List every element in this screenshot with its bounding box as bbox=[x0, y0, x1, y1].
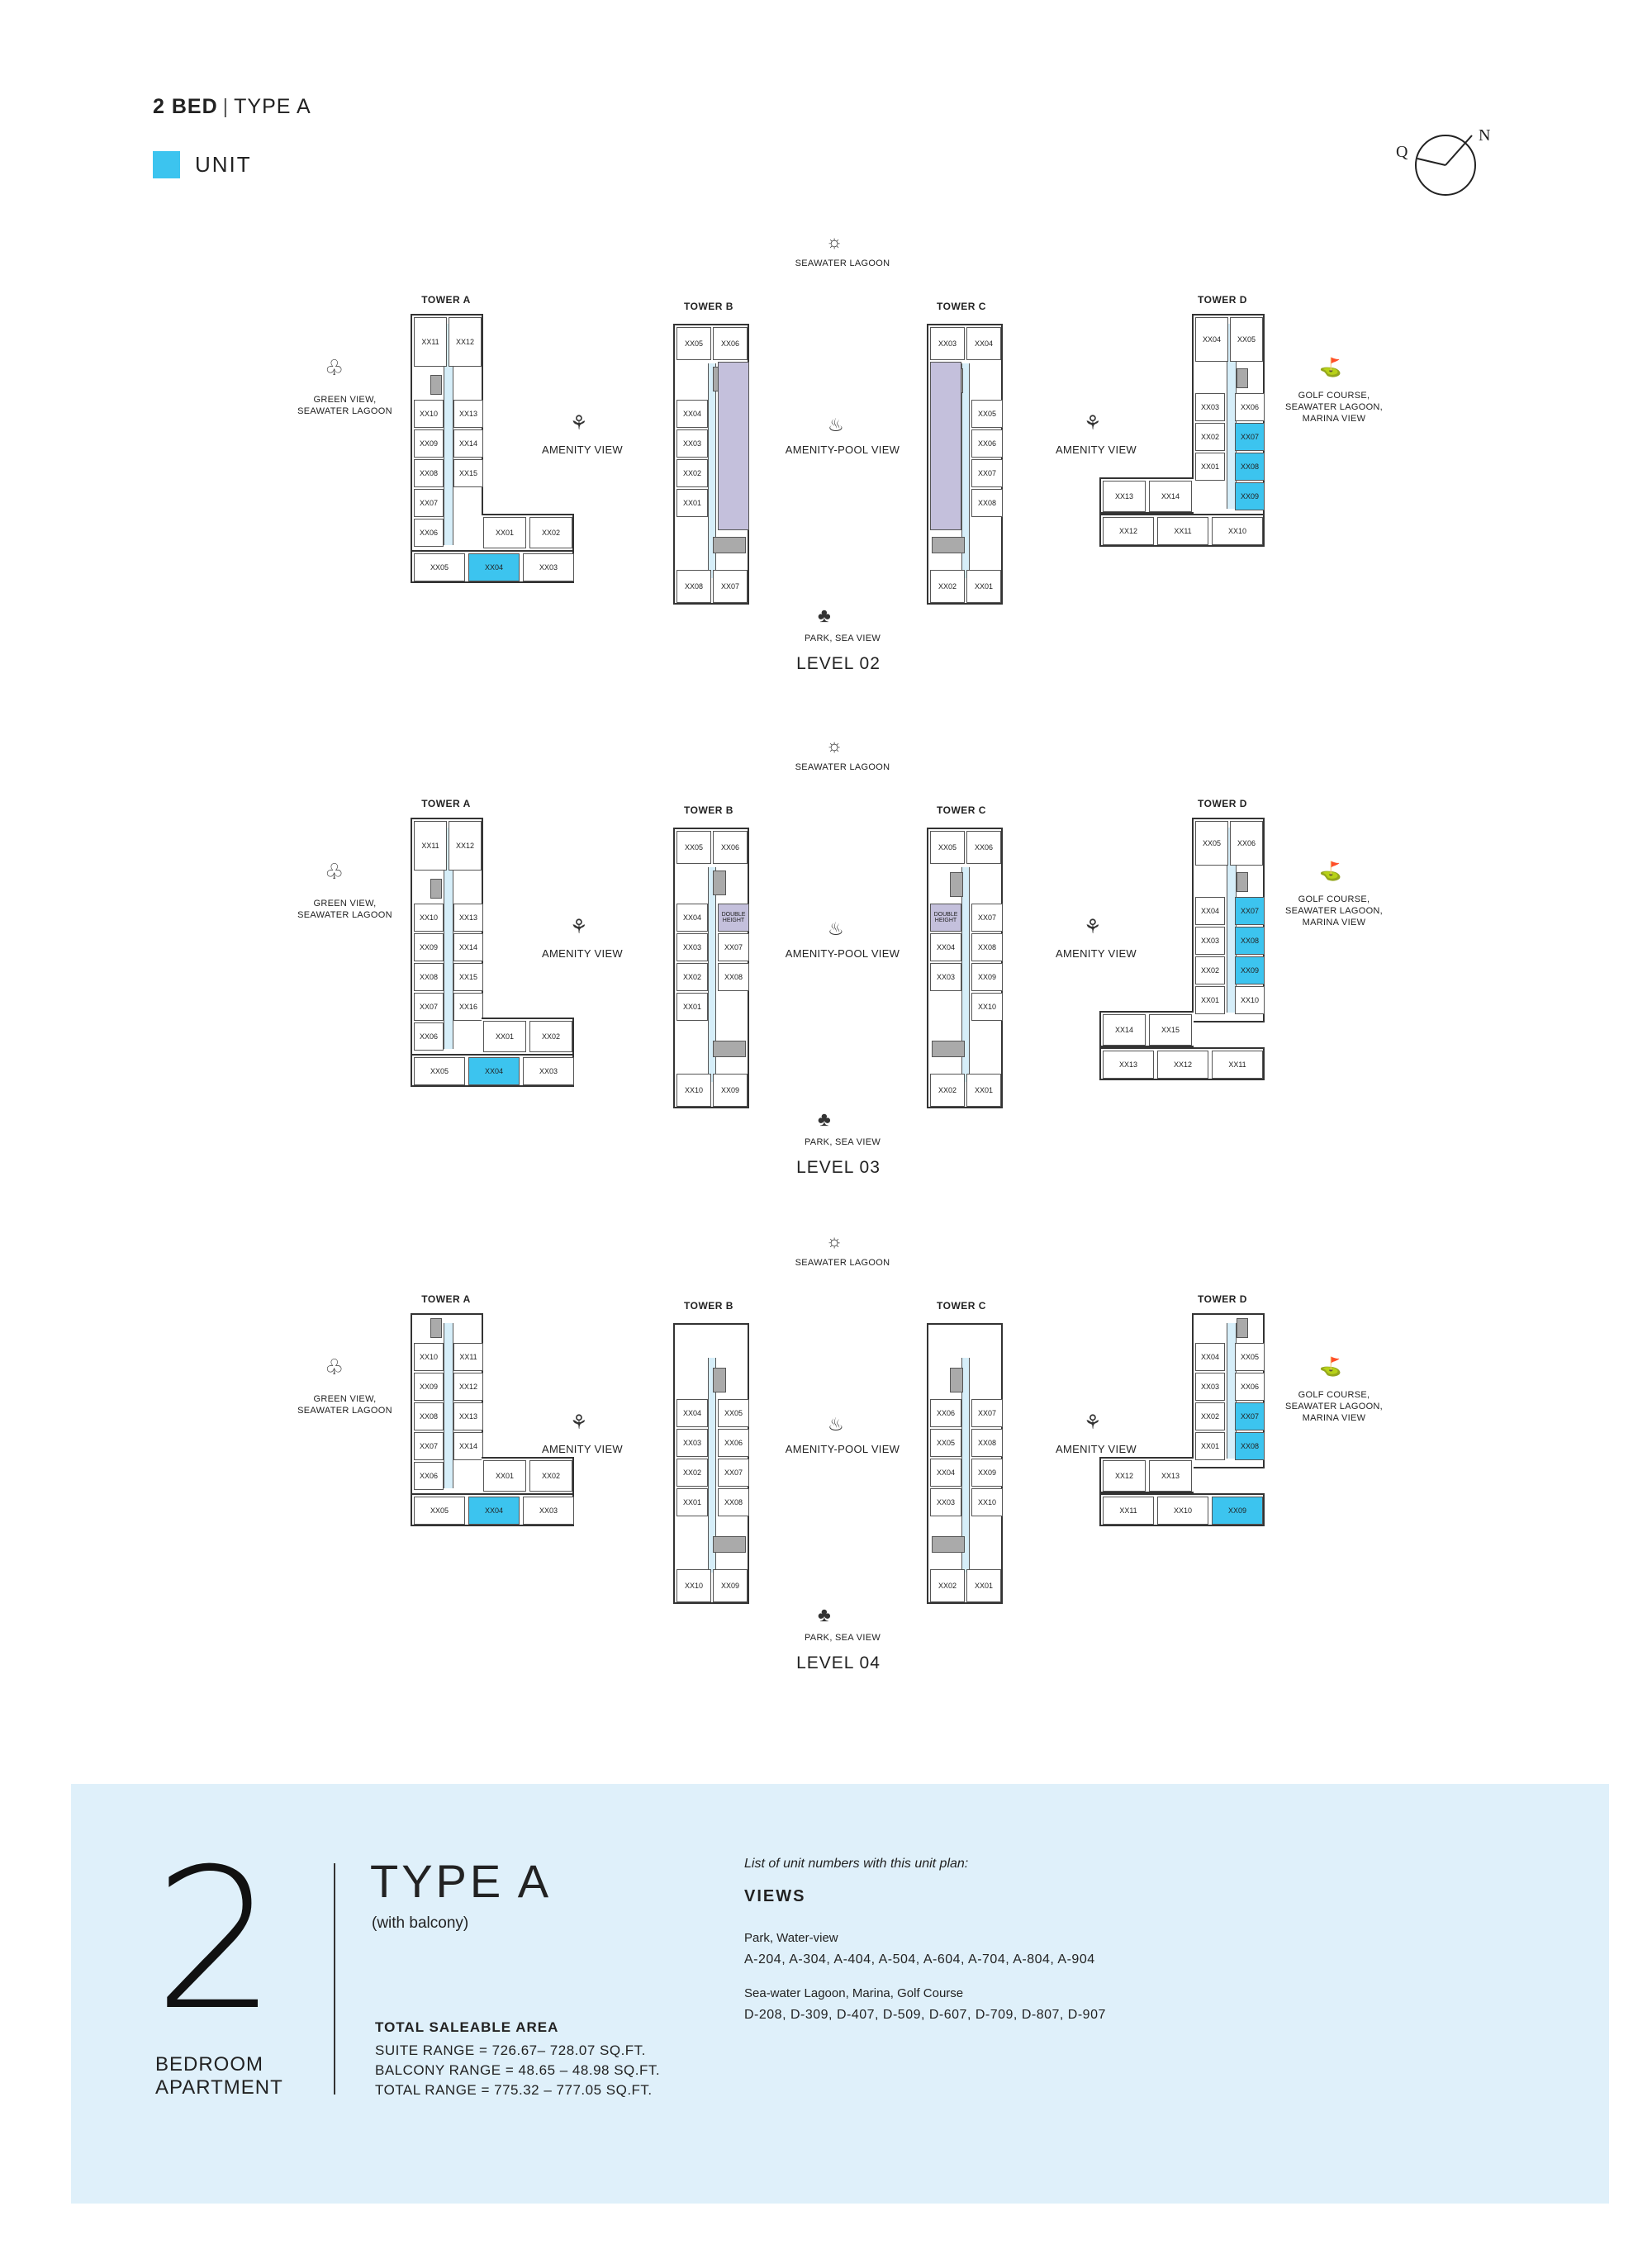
view-group-name: Park, Water-view bbox=[744, 1931, 838, 1945]
unit-cell: XX02 bbox=[529, 1021, 572, 1052]
unit-cell: XX09 bbox=[414, 1373, 444, 1401]
double-height-unit bbox=[930, 362, 961, 530]
unit-cell: XX06 bbox=[1235, 1373, 1265, 1401]
tower-d-bottom bbox=[1099, 514, 1265, 547]
unit-cell: XX01 bbox=[676, 489, 708, 517]
unit-cell: XX06 bbox=[414, 1462, 444, 1490]
unit-cell: XX04 bbox=[468, 1057, 520, 1085]
header-bed: 2 BED bbox=[153, 95, 218, 118]
view-label-top: SEAWATER LAGOON bbox=[795, 762, 890, 772]
lift-core bbox=[1237, 1318, 1248, 1338]
unit-cell: XX10 bbox=[971, 1488, 1003, 1516]
tower-b-plan bbox=[673, 828, 749, 1108]
unit-cell: XX01 bbox=[1195, 986, 1225, 1014]
unit-cell: XX09 bbox=[713, 1074, 748, 1107]
pool-icon: ♨ bbox=[828, 1414, 844, 1435]
balcony-range: BALCONY RANGE = 48.65 – 48.98 SQ.FT. bbox=[375, 2062, 661, 2078]
unit-cell: XX01 bbox=[676, 993, 708, 1021]
view-label-amenity: AMENITY VIEW bbox=[542, 1443, 623, 1455]
pool-icon: ♨ bbox=[828, 415, 844, 435]
view-group-units: A-204, A-304, A-404, A-504, A-604, A-704, A-804, A-904 bbox=[744, 1952, 1095, 1966]
unit-cell: XX06 bbox=[1230, 821, 1263, 866]
unit-cell: XX15 bbox=[453, 963, 483, 991]
amenity-icon: ⚘ bbox=[570, 916, 588, 938]
unit-cell: XX03 bbox=[1195, 393, 1225, 421]
bedroom-label bbox=[155, 2053, 283, 2099]
unit-cell: XX10 bbox=[676, 1569, 711, 1602]
tower-name-a: TOWER A bbox=[421, 798, 471, 809]
unit-cell: XX05 bbox=[1195, 821, 1228, 866]
unit-cell: XX02 bbox=[676, 1459, 708, 1487]
view-label-bottom: PARK, SEA VIEW bbox=[804, 1137, 881, 1147]
tower-c-plan bbox=[927, 828, 1003, 1108]
tower-c-plan bbox=[927, 1323, 1003, 1604]
lift-core bbox=[1237, 368, 1248, 388]
unit-cell: XX09 bbox=[713, 1569, 748, 1602]
unit-cell: XX09 bbox=[971, 963, 1003, 991]
golf-icon: ⛳ bbox=[1319, 1356, 1342, 1377]
unit-cell: XX04 bbox=[468, 553, 520, 581]
view-label-amenity: AMENITY VIEW bbox=[542, 444, 623, 456]
view-label-right: SEAWATER LAGOON, bbox=[1284, 906, 1384, 916]
park-icon: ♣ bbox=[818, 1604, 831, 1626]
view-label-top: SEAWATER LAGOON bbox=[795, 1258, 890, 1268]
sunset-icon: ☼ bbox=[826, 231, 843, 252]
unit-cell: XX10 bbox=[1157, 1497, 1208, 1525]
unit-cell: XX14 bbox=[1149, 481, 1192, 512]
tower-name-d: TOWER D bbox=[1198, 294, 1247, 306]
bedroom-label-line-1: BEDROOM bbox=[155, 2053, 264, 2076]
compass-icon bbox=[1396, 124, 1503, 206]
tower-name-d: TOWER D bbox=[1198, 1293, 1247, 1305]
legend-label: UNIT bbox=[195, 152, 252, 177]
unit-cell: XX12 bbox=[449, 317, 482, 367]
unit-cell: XX02 bbox=[529, 517, 572, 548]
unit-cell: XX10 bbox=[1212, 517, 1263, 545]
unit-cell: XX13 bbox=[1103, 1051, 1154, 1079]
stair-core bbox=[932, 1536, 965, 1553]
unit-cell: XX03 bbox=[523, 553, 574, 581]
unit-cell: XX02 bbox=[930, 1074, 965, 1107]
bedroom-count: 2 bbox=[154, 1828, 278, 2053]
unit-cell: XX08 bbox=[676, 570, 711, 603]
unit-cell: XX12 bbox=[1157, 1051, 1208, 1079]
unit-cell: XX02 bbox=[930, 570, 965, 603]
tower-name-d: TOWER D bbox=[1198, 798, 1247, 809]
tower-a-bottom bbox=[411, 1493, 574, 1526]
tower-a-bottom bbox=[411, 1054, 574, 1087]
unit-cell: XX02 bbox=[1195, 956, 1225, 984]
unit-cell: XX16 bbox=[453, 993, 483, 1021]
view-group-name: Sea-water Lagoon, Marina, Golf Course bbox=[744, 1986, 964, 2000]
tower-d-plan bbox=[1192, 314, 1265, 519]
unit-cell: XX07 bbox=[718, 933, 749, 961]
tower-a-plan bbox=[411, 1313, 483, 1505]
view-label-amenity-pool: AMENITY-POOL VIEW bbox=[785, 444, 900, 456]
unit-cell: XX01 bbox=[966, 1074, 1001, 1107]
legend-swatch bbox=[153, 151, 180, 178]
unit-cell: XX08 bbox=[1235, 927, 1265, 955]
unit-cell: XX14 bbox=[453, 1432, 483, 1460]
park-icon: ♣ bbox=[818, 605, 831, 627]
view-label-right: SEAWATER LAGOON, bbox=[1284, 402, 1384, 412]
unit-cell: XX03 bbox=[1195, 1373, 1225, 1401]
view-label-right: GOLF COURSE, bbox=[1298, 1390, 1370, 1400]
unit-cell: XX04 bbox=[966, 327, 1001, 360]
unit-cell: XX08 bbox=[718, 1488, 749, 1516]
unit-cell: XX05 bbox=[414, 1497, 465, 1525]
header-separator: | bbox=[222, 95, 230, 118]
tower-d-plan bbox=[1192, 1313, 1265, 1468]
tower-c-plan bbox=[927, 324, 1003, 605]
unit-cell: XX11 bbox=[414, 317, 447, 367]
unit-cell: XX04 bbox=[1195, 317, 1228, 362]
unit-cell: XX11 bbox=[453, 1343, 483, 1371]
legend bbox=[153, 151, 252, 178]
unit-cell: XX10 bbox=[676, 1074, 711, 1107]
tower-d-bottom bbox=[1099, 1493, 1265, 1526]
area-heading: TOTAL SALEABLE AREA bbox=[375, 2019, 559, 2035]
golf-icon: ⛳ bbox=[1319, 357, 1342, 377]
unit-cell: XX08 bbox=[414, 1402, 444, 1430]
unit-cell: XX07 bbox=[414, 1432, 444, 1460]
tree-icon: ♧ bbox=[325, 1354, 344, 1379]
unit-cell: XX05 bbox=[1230, 317, 1263, 362]
unit-cell: XX02 bbox=[529, 1460, 572, 1492]
view-label-right: MARINA VIEW bbox=[1302, 918, 1366, 927]
unit-cell: XX07 bbox=[971, 1399, 1003, 1427]
tower-name-c: TOWER C bbox=[937, 1300, 986, 1312]
unit-cell: XX03 bbox=[676, 1429, 708, 1457]
type-subtitle: (with balcony) bbox=[372, 1914, 469, 1932]
unit-cell: XX08 bbox=[971, 933, 1003, 961]
amenity-icon: ⚘ bbox=[1084, 412, 1102, 434]
unit-cell: XX05 bbox=[1235, 1343, 1265, 1371]
unit-cell: XX14 bbox=[453, 429, 483, 458]
unit-cell: XX05 bbox=[676, 327, 711, 360]
unit-cell: XX03 bbox=[930, 1488, 961, 1516]
park-icon: ♣ bbox=[818, 1108, 831, 1131]
compass-right-letter: N bbox=[1479, 126, 1491, 145]
golf-icon: ⛳ bbox=[1319, 861, 1342, 881]
unit-cell: XX13 bbox=[453, 904, 483, 932]
header-type: TYPE A bbox=[234, 95, 311, 118]
unit-cell: XX01 bbox=[676, 1488, 708, 1516]
unit-cell: XX03 bbox=[930, 327, 965, 360]
unit-cell: XX06 bbox=[718, 1429, 749, 1457]
unit-cell: XX06 bbox=[971, 429, 1003, 458]
tower-d-bottom bbox=[1099, 1047, 1265, 1080]
page-header bbox=[153, 95, 311, 119]
unit-cell: XX02 bbox=[1195, 423, 1225, 451]
unit-cell: XX03 bbox=[930, 963, 961, 991]
unit-cell: XX10 bbox=[1235, 986, 1265, 1014]
unit-cell: XX09 bbox=[414, 933, 444, 961]
unit-cell: XX13 bbox=[453, 400, 483, 428]
lift-core bbox=[430, 1318, 442, 1338]
unit-cell: XX02 bbox=[676, 963, 708, 991]
divider bbox=[334, 1863, 335, 2095]
unit-cell: XX04 bbox=[676, 1399, 708, 1427]
unit-cell: XX14 bbox=[1103, 1014, 1146, 1046]
amenity-icon: ⚘ bbox=[1084, 916, 1102, 938]
unit-cell: XX05 bbox=[718, 1399, 749, 1427]
tower-a-bottom bbox=[411, 550, 574, 583]
corridor bbox=[444, 1323, 453, 1488]
lift-core bbox=[713, 1368, 726, 1392]
unit-cell: XX11 bbox=[1157, 517, 1208, 545]
unit-cell: XX06 bbox=[414, 1022, 444, 1051]
unit-cell: XX06 bbox=[414, 519, 444, 547]
unit-cell: XX02 bbox=[676, 459, 708, 487]
view-label-amenity: AMENITY VIEW bbox=[1056, 1443, 1137, 1455]
view-label-bottom: PARK, SEA VIEW bbox=[804, 633, 881, 643]
unit-cell: XX03 bbox=[523, 1497, 574, 1525]
amenity-icon: ⚘ bbox=[570, 412, 588, 434]
level-title: LEVEL 03 bbox=[796, 1158, 881, 1177]
unit-cell: XX05 bbox=[414, 1057, 465, 1085]
unit-cell: XX07 bbox=[1235, 897, 1265, 925]
unit-cell: XX03 bbox=[1195, 927, 1225, 955]
stair-core bbox=[932, 1041, 965, 1057]
unit-cell: XX08 bbox=[414, 459, 444, 487]
tree-icon: ♧ bbox=[325, 859, 344, 884]
unit-cell: XX01 bbox=[483, 1460, 526, 1492]
unit-cell: XX01 bbox=[1195, 453, 1225, 481]
tower-a-plan bbox=[411, 314, 483, 562]
tower-name-a: TOWER A bbox=[421, 1293, 471, 1305]
unit-cell: XX08 bbox=[971, 489, 1003, 517]
unit-cell: XX03 bbox=[676, 933, 708, 961]
unit-cell: XX06 bbox=[713, 831, 748, 864]
view-label-right: MARINA VIEW bbox=[1302, 414, 1366, 424]
unit-cell: XX08 bbox=[414, 963, 444, 991]
unit-cell: XX10 bbox=[414, 904, 444, 932]
unit-cell: XX01 bbox=[483, 1021, 526, 1052]
lift-core bbox=[713, 871, 726, 895]
total-range: TOTAL RANGE = 775.32 – 777.05 SQ.FT. bbox=[375, 2082, 653, 2098]
tree-icon: ♧ bbox=[325, 355, 344, 380]
unit-cell: XX01 bbox=[1195, 1432, 1225, 1460]
unit-cell: XX07 bbox=[971, 904, 1003, 932]
unit-cell: XX11 bbox=[414, 821, 447, 871]
unit-cell: XX04 bbox=[930, 933, 961, 961]
view-label-right: MARINA VIEW bbox=[1302, 1413, 1366, 1423]
tower-name-c: TOWER C bbox=[937, 301, 986, 312]
level-plan bbox=[0, 735, 1652, 1198]
view-label-amenity: AMENITY VIEW bbox=[1056, 444, 1137, 456]
unit-cell: XX07 bbox=[713, 570, 748, 603]
unit-cell: XX11 bbox=[1212, 1051, 1263, 1079]
view-label-top: SEAWATER LAGOON bbox=[795, 259, 890, 268]
view-label-amenity: AMENITY VIEW bbox=[542, 947, 623, 960]
lift-core bbox=[1237, 872, 1248, 892]
unit-cell: XX06 bbox=[713, 327, 748, 360]
unit-cell: XX02 bbox=[930, 1569, 965, 1602]
unit-cell: XX10 bbox=[414, 400, 444, 428]
unit-cell: XX09 bbox=[971, 1459, 1003, 1487]
view-label-left: SEAWATER LAGOON bbox=[297, 1406, 392, 1416]
unit-cell: XX08 bbox=[718, 963, 749, 991]
unit-cell: XX04 bbox=[930, 1459, 961, 1487]
unit-cell: XX10 bbox=[414, 1343, 444, 1371]
view-label-amenity-pool: AMENITY-POOL VIEW bbox=[785, 947, 900, 960]
view-label-left: GREEN VIEW, bbox=[313, 899, 377, 909]
summary-panel bbox=[71, 1784, 1609, 2204]
stair-core bbox=[713, 537, 746, 553]
unit-cell: XX06 bbox=[930, 1399, 961, 1427]
stair-core bbox=[713, 1041, 746, 1057]
view-label-left: SEAWATER LAGOON bbox=[297, 910, 392, 920]
unit-cell: XX07 bbox=[414, 489, 444, 517]
pool-icon: ♨ bbox=[828, 918, 844, 939]
view-label-bottom: PARK, SEA VIEW bbox=[804, 1633, 881, 1643]
tower-name-b: TOWER B bbox=[684, 804, 733, 816]
unit-cell: XX07 bbox=[1235, 423, 1265, 451]
unit-cell: XX05 bbox=[676, 831, 711, 864]
level-plan bbox=[0, 1231, 1652, 1693]
unit-cell: XX03 bbox=[676, 429, 708, 458]
unit-cell: XX04 bbox=[468, 1497, 520, 1525]
lift-core bbox=[430, 879, 442, 899]
sunset-icon: ☼ bbox=[826, 735, 843, 756]
unit-cell: XX05 bbox=[414, 553, 465, 581]
tower-d-wing bbox=[1099, 477, 1194, 514]
unit-cell: XX07 bbox=[971, 459, 1003, 487]
unit-cell: XX11 bbox=[1103, 1497, 1154, 1525]
unit-cell: XX05 bbox=[971, 400, 1003, 428]
unit-cell: XX08 bbox=[1235, 453, 1265, 481]
view-label-left: GREEN VIEW, bbox=[313, 1394, 377, 1404]
unit-cell: XX07 bbox=[1235, 1402, 1265, 1430]
unit-cell: XX04 bbox=[1195, 897, 1225, 925]
tower-name-b: TOWER B bbox=[684, 301, 733, 312]
unit-cell: XX01 bbox=[966, 1569, 1001, 1602]
unit-cell: XX15 bbox=[1149, 1014, 1192, 1046]
tower-name-a: TOWER A bbox=[421, 294, 471, 306]
amenity-icon: ⚘ bbox=[570, 1411, 588, 1434]
unit-cell: DOUBLE HEIGHT bbox=[718, 904, 749, 932]
tower-d-wing bbox=[1099, 1457, 1194, 1493]
unit-cell: XX08 bbox=[1235, 1432, 1265, 1460]
unit-cell: XX06 bbox=[966, 831, 1001, 864]
unit-cell: XX08 bbox=[971, 1429, 1003, 1457]
unit-cell: XX02 bbox=[1195, 1402, 1225, 1430]
view-label-left: SEAWATER LAGOON bbox=[297, 406, 392, 416]
unit-cell: XX12 bbox=[1103, 517, 1154, 545]
unit-cell: XX12 bbox=[1103, 1460, 1146, 1492]
tower-b-plan bbox=[673, 1323, 749, 1604]
unit-cell: XX01 bbox=[966, 570, 1001, 603]
tower-name-b: TOWER B bbox=[684, 1300, 733, 1312]
unit-cell: XX04 bbox=[676, 400, 708, 428]
double-height-unit bbox=[718, 362, 749, 530]
tower-b-plan bbox=[673, 324, 749, 605]
view-group-units: D-208, D-309, D-407, D-509, D-607, D-709, D-807, D-907 bbox=[744, 2008, 1106, 2022]
tower-a-plan bbox=[411, 818, 483, 1065]
level-plan bbox=[0, 231, 1652, 694]
view-label-left: GREEN VIEW, bbox=[313, 395, 377, 405]
unit-cell: XX06 bbox=[1235, 393, 1265, 421]
view-label-right: SEAWATER LAGOON, bbox=[1284, 1402, 1384, 1411]
views-heading: VIEWS bbox=[744, 1887, 806, 1905]
unit-cell: XX05 bbox=[930, 1429, 961, 1457]
stair-core bbox=[713, 1536, 746, 1553]
unit-cell: XX13 bbox=[1103, 481, 1146, 512]
lift-core bbox=[950, 1368, 963, 1392]
view-label-amenity: AMENITY VIEW bbox=[1056, 947, 1137, 960]
unit-cell: XX13 bbox=[453, 1402, 483, 1430]
unit-cell: XX15 bbox=[453, 459, 483, 487]
unit-cell: XX09 bbox=[1212, 1497, 1263, 1525]
unit-cell: XX03 bbox=[523, 1057, 574, 1085]
unit-cell: XX07 bbox=[414, 993, 444, 1021]
unit-cell: XX12 bbox=[453, 1373, 483, 1401]
sunset-icon: ☼ bbox=[826, 1231, 843, 1251]
unit-cell: XX12 bbox=[449, 821, 482, 871]
unit-cell: XX09 bbox=[1235, 482, 1265, 510]
level-title: LEVEL 02 bbox=[796, 654, 881, 673]
tower-d-plan bbox=[1192, 818, 1265, 1022]
unit-cell: XX04 bbox=[1195, 1343, 1225, 1371]
lift-core bbox=[950, 872, 963, 897]
unit-cell: DOUBLE HEIGHT bbox=[930, 904, 961, 932]
type-title: TYPE A bbox=[370, 1855, 553, 1907]
tower-name-c: TOWER C bbox=[937, 804, 986, 816]
suite-range: SUITE RANGE = 726.67– 728.07 SQ.FT. bbox=[375, 2042, 646, 2058]
bedroom-label-line-2: APARTMENT bbox=[155, 2076, 283, 2099]
unit-cell: XX01 bbox=[483, 517, 526, 548]
view-label-right: GOLF COURSE, bbox=[1298, 894, 1370, 904]
stair-core bbox=[932, 537, 965, 553]
unit-cell: XX13 bbox=[1149, 1460, 1192, 1492]
compass-left-letter: Q bbox=[1396, 143, 1408, 161]
unit-cell: XX09 bbox=[414, 429, 444, 458]
lift-core bbox=[430, 375, 442, 395]
unit-cell: XX07 bbox=[718, 1459, 749, 1487]
level-title: LEVEL 04 bbox=[796, 1653, 881, 1672]
unit-cell: XX05 bbox=[930, 831, 965, 864]
unit-cell: XX09 bbox=[1235, 956, 1265, 984]
unit-list-heading: List of unit numbers with this unit plan: bbox=[744, 1857, 969, 1871]
amenity-icon: ⚘ bbox=[1084, 1411, 1102, 1434]
unit-cell: XX04 bbox=[676, 904, 708, 932]
view-label-right: GOLF COURSE, bbox=[1298, 391, 1370, 401]
view-label-amenity-pool: AMENITY-POOL VIEW bbox=[785, 1443, 900, 1455]
tower-d-wing bbox=[1099, 1011, 1194, 1047]
unit-cell: XX10 bbox=[971, 993, 1003, 1021]
unit-cell: XX14 bbox=[453, 933, 483, 961]
